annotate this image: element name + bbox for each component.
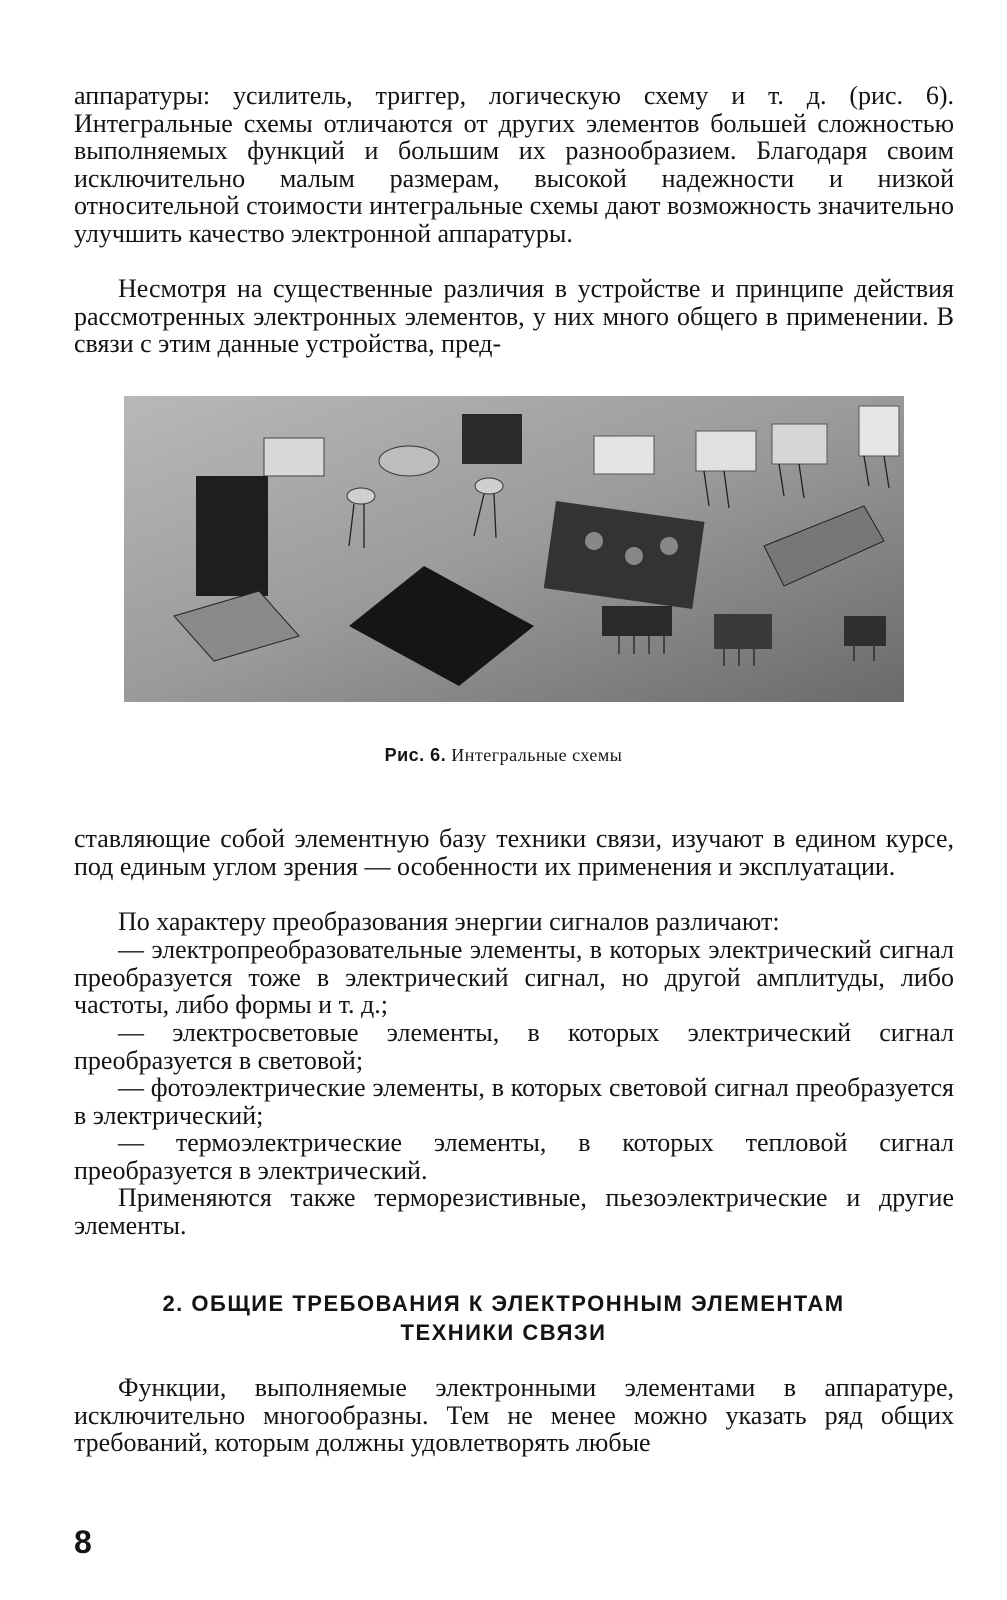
list-item: — фотоэлектрические элементы, в которых световой сигнал преобразуется в электрический; [74,1073,954,1130]
figure-6-photo [124,396,904,702]
list-item: — термоэлектрические элементы, в которых тепловой сигнал преобразуется в электрический. [74,1128,954,1185]
list-item: — электросветовые элементы, в которых электрический сигнал преобразуется в световой; [74,1018,954,1075]
section-heading-line-1: 2. ОБЩИЕ ТРЕБОВАНИЯ К ЭЛЕКТРОННЫМ ЭЛЕМЕНТАМ [162,1291,845,1316]
figure-number: Рис. 6. [384,745,447,765]
page-number: 8 [74,1524,92,1560]
paragraph-top: аппаратуры: усилитель, триггер, логическую схему и т. д. (рис. 6). Интегральные схемы отличаются от других элементов большей сложностью выполняемых функций и большим их разнообразием. Благодаря своим исключительно малым размерам, высокой надежности и низкой относительной стоимости интегральные схемы дают возможность значительно улучшить качество электронной аппаратуры. [74,81,954,248]
paragraph-5: Применяются также терморезистивные, пьезоэлектрические и другие элементы. [74,1183,954,1240]
paragraph-2: Несмотря на существенные различия в устройстве и принципе действия рассмотренных электронных элементов, у них много общего в применении. В связи с этим данные устройства, пред- [74,274,954,358]
list-item: — электропреобразовательные элементы, в которых электрический сигнал преобразуется тоже в электрический сигнал, но другой амплитуды, либо частоты, либо формы и т. д.; [74,935,954,1019]
integrated-circuits-illustration [124,396,904,702]
figure-caption [0,745,1007,766]
section-heading [0,1289,1007,1347]
figure-caption-text: Интегральные схемы [451,745,623,765]
paragraph-6: Функции, выполняемые электронными элементами в аппаратуре, исключительно многообразны. Тем не менее можно указать ряд общих требований, которым должны удовлетворять любые [74,1373,954,1457]
paragraph-4: По характеру преобразования энергии сигналов различают: [118,907,780,936]
paragraph-3: ставляющие собой элементную базу техники связи, изучают в едином курсе, под единым углом зрения — особенности их применения и эксплуатации. [74,824,954,881]
section-heading-line-2: ТЕХНИКИ СВЯЗИ [400,1320,607,1345]
